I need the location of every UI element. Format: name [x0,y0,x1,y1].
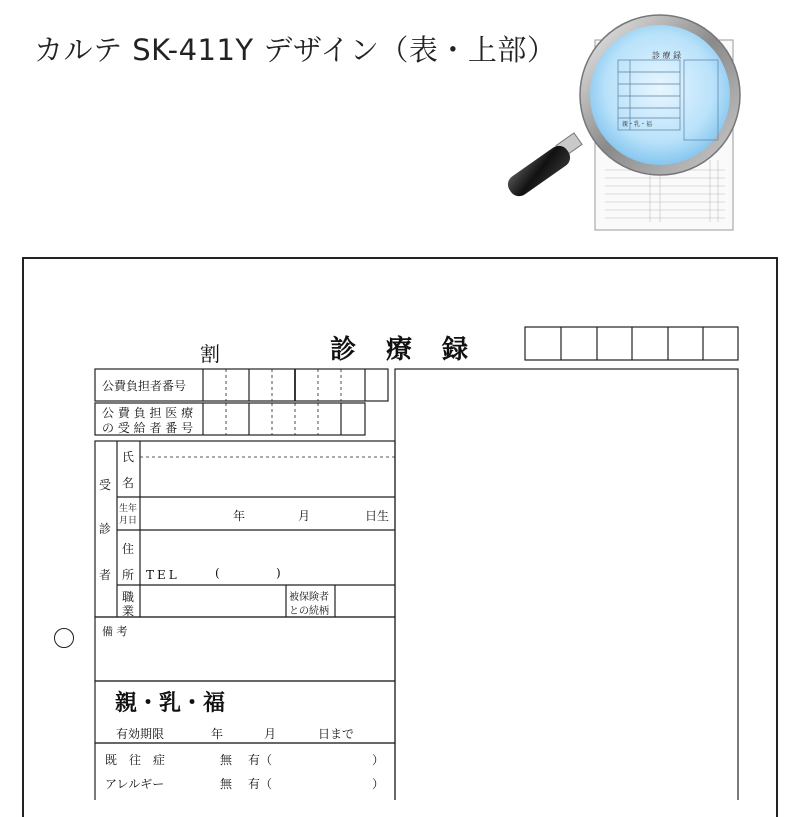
valid-year: 年 [211,727,224,741]
patient-vertical-2: 診 [99,522,112,536]
birth-day: 日生 [365,509,390,523]
tel-paren-close: ) [276,566,281,580]
valid-month: 月 [264,727,277,741]
history-label: 既 往 症 [105,753,166,767]
birth-month: 月 [298,509,311,523]
public-recipient-label-2: の 受 給 者 番 号 [102,421,194,435]
allergy-label: アレルギー [105,777,165,791]
insured-relation-1: 被保険者 [289,592,329,603]
mini-label: 親・乳・福 [622,121,653,128]
allergy-present: 有（ [248,777,273,791]
name-label-2: 名 [122,476,135,490]
allergy-close: ） [372,777,385,791]
patient-vertical-3: 者 [99,568,112,582]
page-heading: カルテ SK-411Y デザイン（表・上部） [34,33,557,67]
birth-year: 年 [233,509,246,523]
history-absent: 無 [220,753,233,767]
public-recipient-label-1: 公 費 負 担 医 療 [102,406,194,420]
discount-mark: 割 [200,342,220,366]
history-present: 有（ [248,753,273,767]
mini-title: 診 療 録 [652,51,682,60]
valid-until: 日まで [318,727,355,741]
remarks-label: 備 考 [102,625,128,638]
patient-vertical-1: 受 [99,478,112,492]
allergy-absent: 無 [220,777,233,791]
birth-label-2: 月日 [119,516,138,526]
address-label-1: 住 [122,542,135,556]
tel-label: TEL [146,568,180,582]
insured-relation-2: との続柄 [289,606,329,617]
public-payer-number-label: 公費負担者番号 [102,379,187,393]
name-label-1: 氏 [122,450,135,464]
history-close: ） [372,753,385,767]
form-title: 診 療 録 [330,335,471,365]
tel-paren-open: ( [215,566,220,580]
birth-label-1: 生年 [119,504,138,514]
occupation-label-1: 職 [122,590,135,604]
subsidy-title: 親・乳・福 [115,690,226,716]
valid-period-label: 有効期限 [116,727,165,741]
address-label-2: 所 [122,568,135,582]
occupation-label-2: 業 [122,604,135,618]
